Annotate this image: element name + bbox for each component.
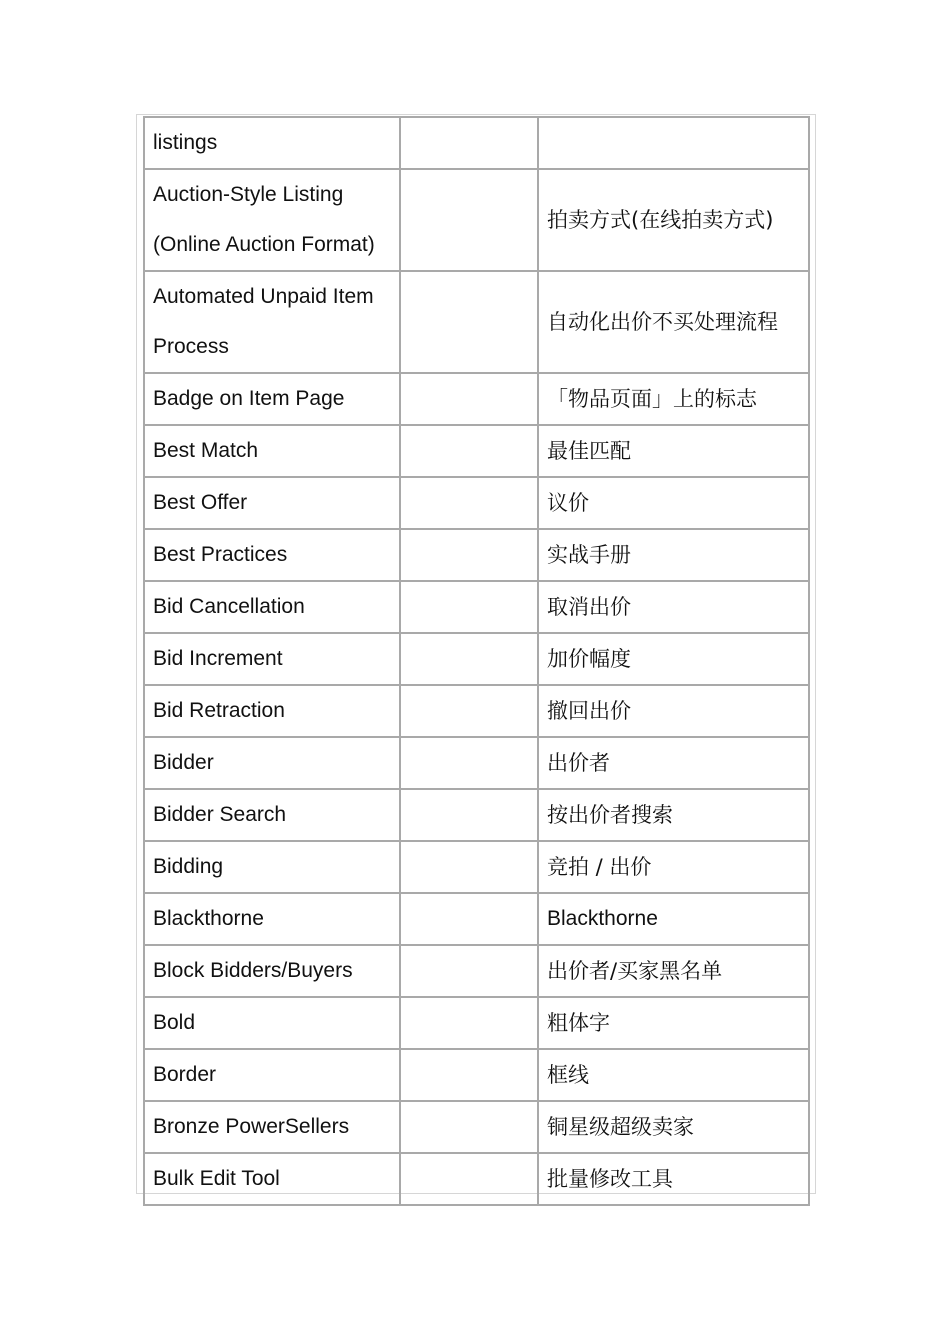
- term-cell: Bid Retraction: [144, 685, 400, 737]
- term-cell: Bidder Search: [144, 789, 400, 841]
- table-row: [144, 1153, 809, 1205]
- translation-cell: 自动化出价不买处理流程: [538, 271, 809, 373]
- empty-cell: [400, 997, 538, 1049]
- term-cell: Bidder: [144, 737, 400, 789]
- translation-cell: 实战手册: [538, 529, 809, 581]
- translation-cell: 加价幅度: [538, 633, 809, 685]
- term-cell: Best Offer: [144, 477, 400, 529]
- empty-cell: [400, 1101, 538, 1153]
- empty-cell: [400, 945, 538, 997]
- translation-cell: 「物品页面」上的标志: [538, 373, 809, 425]
- translation-cell: 批量修改工具: [538, 1153, 809, 1205]
- term-cell: Bid Increment: [144, 633, 400, 685]
- translation-cell: 铜星级超级卖家: [538, 1101, 809, 1153]
- table-row: [144, 1101, 809, 1153]
- table-row: [144, 945, 809, 997]
- empty-cell: [400, 1049, 538, 1101]
- translation-cell: 最佳匹配: [538, 425, 809, 477]
- term-cell: Border: [144, 1049, 400, 1101]
- empty-cell: [400, 841, 538, 893]
- table-row: [144, 737, 809, 789]
- table-row: [144, 789, 809, 841]
- term-cell: Best Practices: [144, 529, 400, 581]
- empty-cell: [400, 477, 538, 529]
- term-cell: Bid Cancellation: [144, 581, 400, 633]
- table-row: [144, 425, 809, 477]
- glossary-table: [143, 116, 810, 1206]
- translation-cell: 取消出价: [538, 581, 809, 633]
- empty-cell: [400, 117, 538, 169]
- translation-cell: 竞拍 / 出价: [538, 841, 809, 893]
- empty-cell: [400, 685, 538, 737]
- empty-cell: [400, 529, 538, 581]
- term-cell: Blackthorne: [144, 893, 400, 945]
- translation-cell: 出价者/买家黑名单: [538, 945, 809, 997]
- table-row: [144, 529, 809, 581]
- translation-cell: 议价: [538, 477, 809, 529]
- term-cell: Automated Unpaid Item Process: [144, 271, 400, 373]
- empty-cell: [400, 893, 538, 945]
- translation-cell: [538, 117, 809, 169]
- empty-cell: [400, 737, 538, 789]
- translation-cell: 撤回出价: [538, 685, 809, 737]
- table-row: [144, 581, 809, 633]
- table-row: [144, 169, 809, 271]
- table-row: [144, 893, 809, 945]
- term-cell: Auction-Style Listing (Online Auction Format): [144, 169, 400, 271]
- empty-cell: [400, 633, 538, 685]
- translation-cell: 拍卖方式(在线拍卖方式): [538, 169, 809, 271]
- empty-cell: [400, 789, 538, 841]
- empty-cell: [400, 425, 538, 477]
- term-cell: Block Bidders/Buyers: [144, 945, 400, 997]
- term-cell: Badge on Item Page: [144, 373, 400, 425]
- table-row: [144, 271, 809, 373]
- translation-cell: 框线: [538, 1049, 809, 1101]
- translation-cell: 出价者: [538, 737, 809, 789]
- translation-cell: Blackthorne: [538, 893, 809, 945]
- empty-cell: [400, 581, 538, 633]
- table-row: [144, 117, 809, 169]
- translation-cell: 按出价者搜索: [538, 789, 809, 841]
- table-row: [144, 1049, 809, 1101]
- empty-cell: [400, 373, 538, 425]
- term-cell: Bulk Edit Tool: [144, 1153, 400, 1205]
- empty-cell: [400, 271, 538, 373]
- empty-cell: [400, 169, 538, 271]
- term-cell: Bold: [144, 997, 400, 1049]
- table-row: [144, 997, 809, 1049]
- table-row: [144, 633, 809, 685]
- term-cell: Bidding: [144, 841, 400, 893]
- translation-cell: 粗体字: [538, 997, 809, 1049]
- term-cell: listings: [144, 117, 400, 169]
- table-row: [144, 841, 809, 893]
- term-cell: Best Match: [144, 425, 400, 477]
- table-row: [144, 373, 809, 425]
- term-cell: Bronze PowerSellers: [144, 1101, 400, 1153]
- empty-cell: [400, 1153, 538, 1205]
- table-row: [144, 477, 809, 529]
- table-row: [144, 685, 809, 737]
